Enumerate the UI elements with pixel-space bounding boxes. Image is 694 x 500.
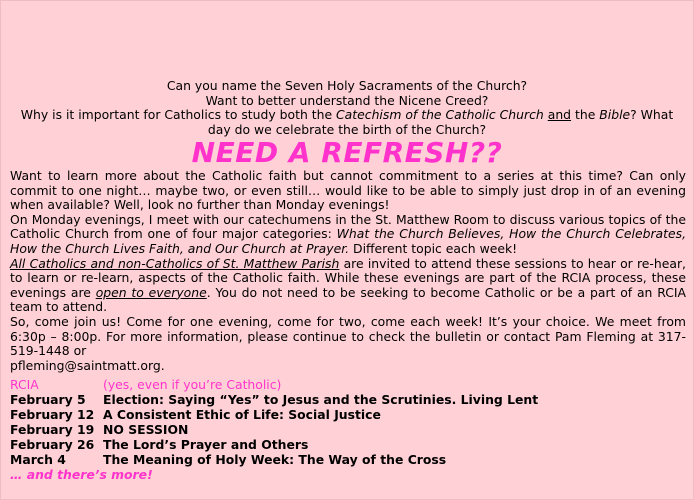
paragraph-text: On Monday evenings, I meet with our catechumens in the St. Matthew Room to discuss various topics of the Catholic Church from one of four major categories: (10, 211, 686, 242)
rcia-note: (yes, even if you’re Catholic) (103, 377, 282, 392)
intro-line-2: Want to better understand the Nicene Creed? (205, 92, 489, 108)
schedule-row (10, 392, 686, 407)
intro-line-3 (12, 108, 682, 137)
body-text (10, 169, 686, 373)
paragraph-text: Different topic each week! (349, 240, 518, 256)
more-sessions-text: … and there’s more! (10, 467, 153, 482)
schedule-header (10, 377, 686, 392)
rcia-label: RCIA (10, 377, 39, 392)
intro-questions (12, 79, 682, 137)
session-date: February 26 (10, 437, 95, 452)
catechism-title: Catechism of the Catholic Church (336, 107, 544, 122)
paragraph-contact: So, come join us! Come for one evening, come for two, come each week! It’s your choice. We meet from 6:30p – 8:00p. For more information, please continue to check the bulletin or contact Pam Fleming at 317-519-1448 or (10, 313, 686, 359)
invitees-text: All Catholics and non-Catholics of St. Matthew Parish (10, 255, 340, 271)
and-underlined: and (547, 107, 572, 122)
session-date: February 12 (10, 407, 95, 422)
categories-text: What the Church Believes, How the Church Celebrates, How the Church Lives Faith, and Our Church at Prayer. (10, 226, 687, 256)
paragraph-text: are invited to attend these sessions to hear or re-hear, to learn or re-learn, aspects of the Catholic faith. While these evenings are part of the RCIA process, these evenings are (10, 255, 686, 300)
intro-text: Why is it important for Catholics to study both the (20, 107, 337, 122)
paragraph-invitation (10, 257, 686, 315)
schedule-row (10, 452, 686, 467)
more-sessions (10, 467, 686, 482)
open-to-everyone-text: open to everyone (95, 284, 207, 300)
paragraph-monday (10, 213, 686, 257)
intro-text: ? What day do we celebrate the birth of the Church? (207, 107, 674, 137)
session-date: February 5 (10, 392, 86, 407)
session-topic: NO SESSION (103, 422, 189, 437)
intro-line-1: Can you name the Seven Holy Sacraments of the Church? (166, 78, 528, 93)
intro-text: the (571, 107, 600, 122)
session-topic: The Lord’s Prayer and Others (103, 437, 309, 452)
schedule-row (10, 437, 686, 452)
session-date: March 4 (10, 452, 66, 467)
contact-email: pfleming@saintmatt.org. (10, 357, 165, 373)
rcia-schedule (10, 377, 686, 482)
paragraph-intro: Want to learn more about the Catholic faith but cannot commitment to a series at this time? Can only commit to one night… maybe two, or even still… would like to be able to simply just drop in of an evening when available? Well, look no further than Monday evenings! (10, 168, 686, 213)
session-topic: Election: Saying “Yes” to Jesus and the Scrutinies. Living Lent (103, 392, 539, 407)
paragraph-text: . You do not need to be seeking to become Catholic or be a part of an RCIA team to attend. (10, 284, 686, 315)
session-topic: A Consistent Ethic of Life: Social Justice (103, 407, 381, 422)
bible-title: Bible (599, 107, 631, 122)
schedule-row (10, 422, 686, 437)
headline: NEED A REFRESH?? (191, 136, 503, 169)
session-topic: The Meaning of Holy Week: The Way of the Cross (103, 452, 447, 467)
schedule-row (10, 407, 686, 422)
session-date: February 19 (10, 422, 95, 437)
